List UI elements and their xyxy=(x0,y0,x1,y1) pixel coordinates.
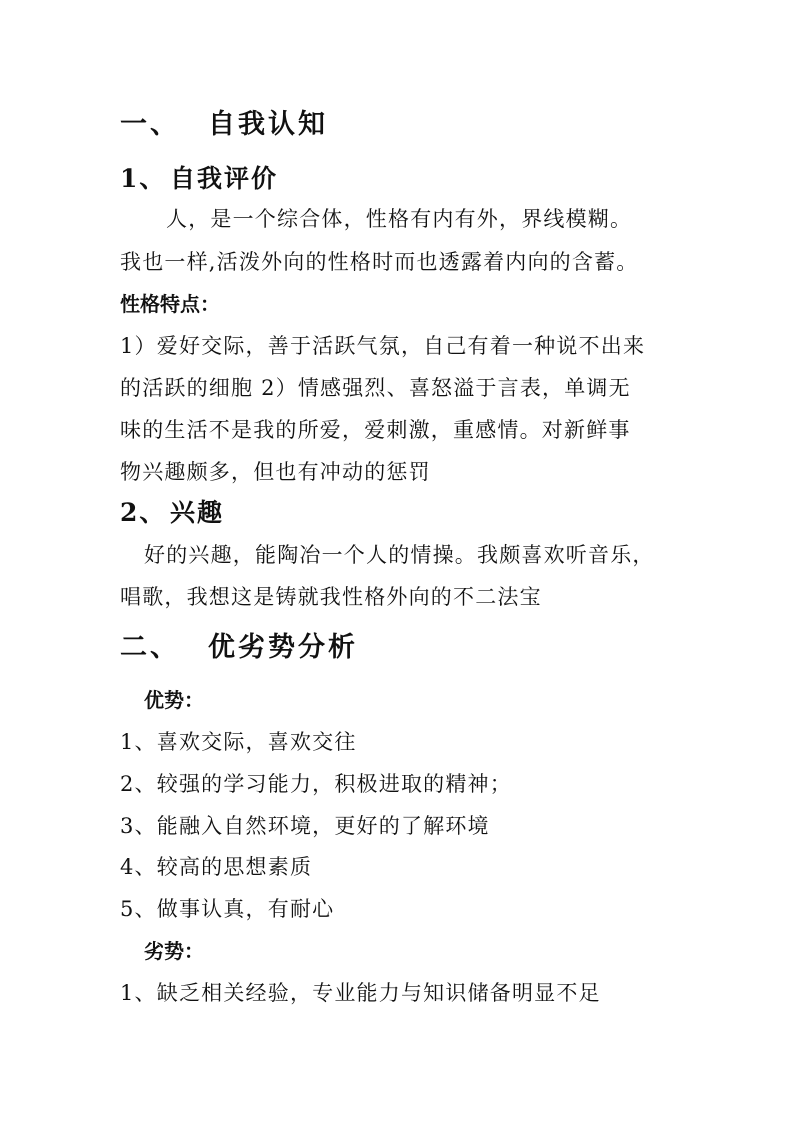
paragraph-line: 的活跃的细胞 2）情感强烈、喜怒溢于言表，单调无 xyxy=(120,376,631,400)
strengths-label: 优势： xyxy=(144,688,204,712)
list-item: 5、做事认真，有耐心 xyxy=(120,897,335,921)
subsection-heading-interests xyxy=(120,499,224,527)
list-item: 1、喜欢交际，喜欢交往 xyxy=(120,730,357,754)
subsection-number: 1、 xyxy=(120,164,167,193)
subsection-number: 2、 xyxy=(120,498,167,527)
subsection-heading-self-evaluation xyxy=(120,165,278,193)
section-title: 自我认知 xyxy=(208,109,328,140)
list-item: 1、缺乏相关经验，专业能力与知识储备明显不足 xyxy=(120,981,601,1005)
paragraph-line: 1）爱好交际，善于活跃气氛，自己有着一种说不出来 xyxy=(120,334,646,358)
section-heading-swot xyxy=(120,634,358,662)
section-title: 优劣势分析 xyxy=(208,632,358,663)
section-number: 一、 xyxy=(120,109,180,140)
list-item: 3、能融入自然环境，更好的了解环境 xyxy=(120,814,490,838)
section-heading-self-awareness xyxy=(120,111,328,139)
subsection-title: 兴趣 xyxy=(170,498,225,527)
weaknesses-label: 劣势： xyxy=(144,939,204,963)
paragraph-line: 我也一样,活泼外向的性格时而也透露着内向的含蓄。 xyxy=(120,250,639,274)
section-number: 二、 xyxy=(120,632,180,663)
list-item: 2、较强的学习能力，积极进取的精神； xyxy=(120,772,512,796)
traits-label: 性格特点： xyxy=(120,292,220,316)
paragraph-line: 人，是一个综合体，性格有内有外，界线模糊。 xyxy=(166,207,633,231)
paragraph-line: 好的兴趣，能陶冶一个人的情操。我颇喜欢听音乐， xyxy=(144,543,655,567)
paragraph-line: 味的生活不是我的所爱，爱刺激，重感情。对新鲜事 xyxy=(120,418,631,442)
paragraph-line: 唱歌，我想这是铸就我性格外向的不二法宝 xyxy=(120,585,542,609)
list-item: 4、较高的思想素质 xyxy=(120,855,313,879)
subsection-title: 自我评价 xyxy=(170,164,279,193)
paragraph-line: 物兴趣颇多，但也有冲动的惩罚 xyxy=(120,460,431,484)
